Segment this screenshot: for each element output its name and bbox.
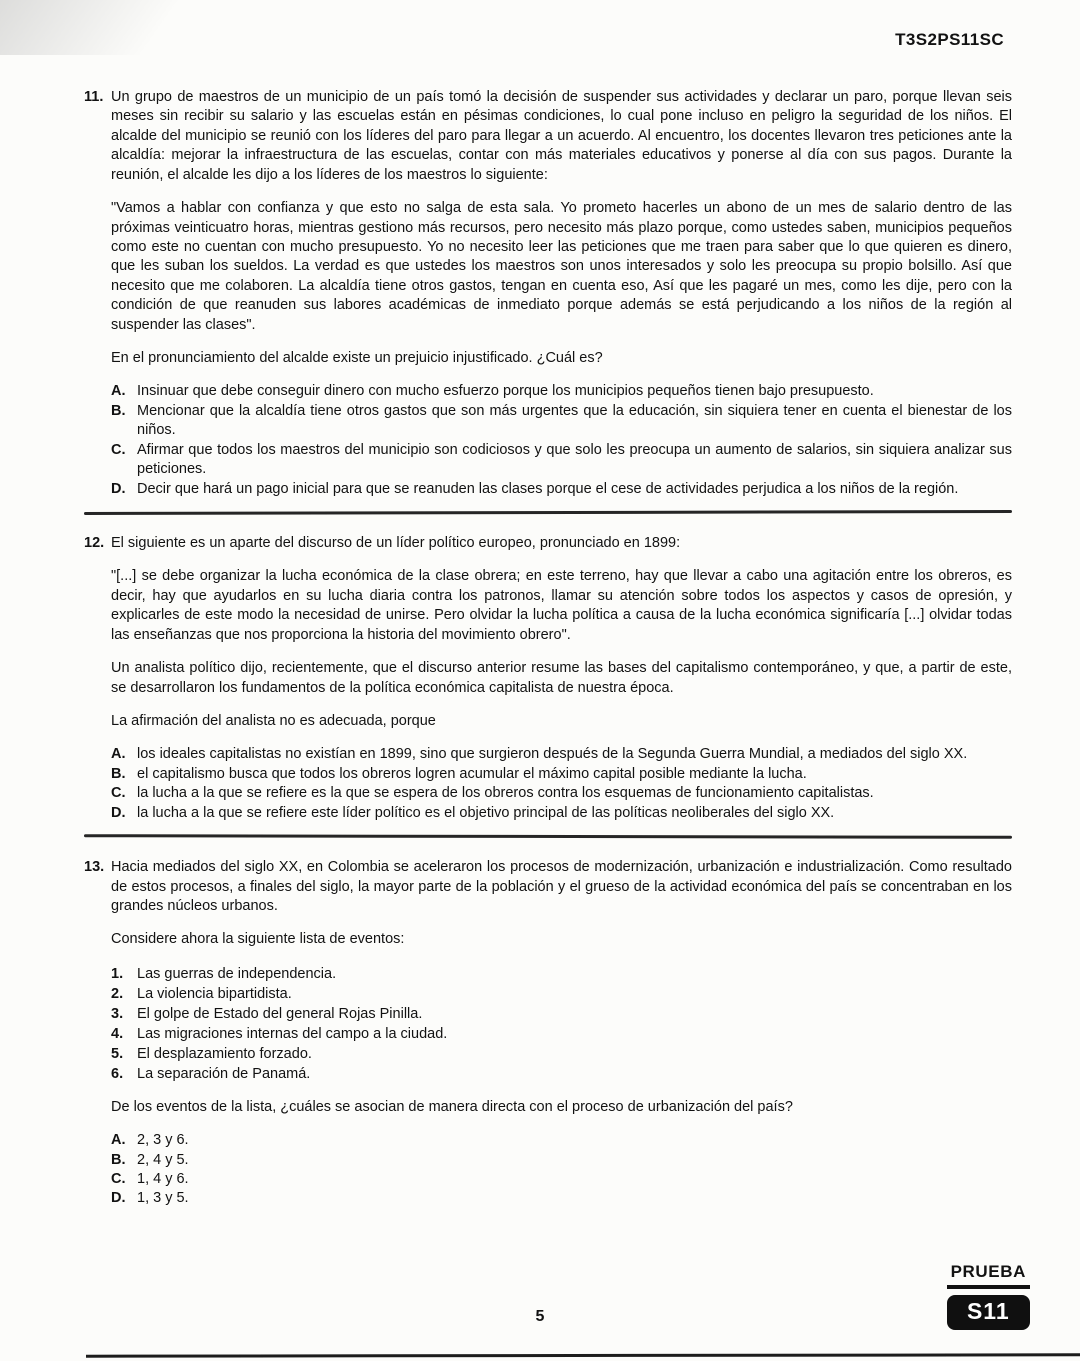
question-prompt: En el pronunciamiento del alcalde existe un prejuicio injustificado. ¿Cuál es? bbox=[111, 350, 603, 367]
analysis-paragraph: Un analista político dijo, recientemente, que el discurso anterior resume las bases del capitalismo contemporáneo, y que, a partir de este, se desarrollaron los fundamentos de la política económica capitalista de nuestra época. bbox=[111, 660, 1012, 696]
list-item bbox=[111, 1044, 1012, 1064]
list-text: El desplazamiento forzado. bbox=[137, 1045, 312, 1062]
form-code: T3S2PS11SC bbox=[895, 30, 1004, 49]
prueba-label: PRUEBA bbox=[947, 1262, 1030, 1289]
s11-badge: S11 bbox=[947, 1295, 1030, 1330]
list-text: La separación de Panamá. bbox=[137, 1065, 311, 1082]
list-text: La violencia bipartidista. bbox=[137, 985, 292, 1002]
option-text: la lucha a la que se refiere es la que se espera de los obreros contra los esquemas de funcionamiento capitalistas. bbox=[137, 785, 874, 802]
option-label: B. bbox=[111, 1151, 126, 1168]
question-intro: El siguiente es un aparte del discurso de un líder político europeo, pronunciado en 1899: bbox=[111, 535, 681, 552]
option-text: Decir que hará un pago inicial para que se reanuden las clases porque el cese de actividades perjudica a los niños de la región. bbox=[137, 480, 959, 497]
option-label: A. bbox=[111, 1132, 126, 1149]
question-intro: Un grupo de maestros de un municipio de un país tomó la decisión de suspender sus actividades y declarar un paro, porque llevan seis meses sin recibir su salario y las escuelas están en pésimas condiciones, lo cual pone incluso en peligro la seguridad de los niños. El alcalde del municipio se reunió con los líderes del paro para llegar a un acuerdo. Al encuentro, los docentes llevaron tres peticiones ante la alcaldía: mejorar la infraestructura de las escuelas, contar con más materiales educativos y ponerse al día con sus pagos. Durante la reunión, el alcalde les dijo a los líderes de los maestros lo siguiente: bbox=[111, 89, 1012, 183]
scan-shadow-artifact bbox=[0, 0, 240, 55]
option-text: Insinuar que debe conseguir dinero con mucho esfuerzo porque los municipios pequeños tienen bajo presupuesto. bbox=[137, 383, 874, 400]
list-number: 2. bbox=[111, 985, 124, 1002]
option-text: los ideales capitalistas no existían en 1899, sino que surgieron después de la Segunda Guerra Mundial, a mediados del siglo XX. bbox=[137, 746, 968, 763]
options-list bbox=[111, 1131, 1012, 1209]
option-a bbox=[111, 1131, 1012, 1150]
list-text: Las migraciones internas del campo a la ciudad. bbox=[137, 1025, 448, 1042]
option-a bbox=[111, 382, 1012, 401]
option-label: B. bbox=[111, 765, 126, 782]
option-text: 1, 3 y 5. bbox=[137, 1190, 189, 1207]
section-divider bbox=[84, 834, 1012, 839]
option-c bbox=[111, 441, 1012, 480]
list-text: El golpe de Estado del general Rojas Pinilla. bbox=[137, 1005, 423, 1022]
question-prompt: De los eventos de la lista, ¿cuáles se asocian de manera directa con el proceso de urbanización del país? bbox=[111, 1098, 793, 1115]
option-text: Afirmar que todos los maestros del municipio son codiciosos y que solo les preocupa un aumento de salarios, sin siquiera analizar sus peticiones. bbox=[137, 441, 1012, 478]
option-a bbox=[111, 745, 1012, 764]
option-label: D. bbox=[111, 1190, 126, 1207]
question-11 bbox=[84, 88, 1012, 499]
section-divider bbox=[84, 510, 1012, 515]
page-content bbox=[84, 88, 1012, 1209]
list-item bbox=[111, 1024, 1012, 1044]
quote-paragraph: "[...] se debe organizar la lucha económica de la clase obrera; en este terreno, hay que llevar a cabo una agitación entre los obreros, es decir, hay que ayudarlos en su lucha diaria contra los patronos, llamar su atención sobre todos los aspectos y casos de opresión, y explicarles de este modo la necesidad de unirse. Pero olvidar la lucha política a causa de la lucha económica significaría [...] olvidar todas las enseñanzas que nos proporciona la historia del movimiento obrero". bbox=[111, 568, 1012, 643]
list-item bbox=[111, 964, 1012, 984]
option-text: 2, 3 y 6. bbox=[137, 1132, 189, 1149]
option-d bbox=[111, 1189, 1012, 1208]
option-text: 2, 4 y 5. bbox=[137, 1151, 189, 1168]
event-list bbox=[111, 964, 1012, 1084]
list-intro: Considere ahora la siguiente lista de eventos: bbox=[111, 931, 405, 948]
list-item bbox=[111, 1004, 1012, 1024]
scan-edge-artifact bbox=[86, 1353, 1080, 1357]
question-prompt: La afirmación del analista no es adecuada, porque bbox=[111, 712, 436, 729]
list-number: 3. bbox=[111, 1005, 124, 1022]
options-list bbox=[111, 745, 1012, 823]
option-d bbox=[111, 804, 1012, 823]
option-b bbox=[111, 1151, 1012, 1170]
question-intro: Hacia mediados del siglo XX, en Colombia se aceleraron los procesos de modernización, urbanización e industrialización. Como resultado de estos procesos, a finales del siglo, la mayor parte de la población y el grueso de la actividad económica del país se concentraban en los grandes núcleos urbanos. bbox=[111, 859, 1012, 914]
list-number: 5. bbox=[111, 1045, 124, 1062]
quote-paragraph: "Vamos a hablar con confianza y que esto no salga de esta sala. Yo prometo hacerles un abono de un mes de salario dentro de las próximas veinticuatro horas, mientras gestiono más recursos, pero necesito más plazo porque, como ustedes saben, municipios pequeños como este no cuentan con mucho presupuesto. Yo no necesito leer las peticiones que me traen para saber que lo que quieren es dinero, que les suban los sueldos. La verdad es que ustedes los maestros son unos interesados y solo les preocupa su propio bolsillo. Así que necesito que me colaboren. La alcaldía tiene otros gastos, tengan en cuenta eso, Así que les pagaré un mes, como les dije, pero con la condición de que reanuden sus labores académicas de inmediato porque además se está perjudicando a los niños de la región al suspender las clases". bbox=[111, 200, 1012, 333]
page-number: 5 bbox=[535, 1308, 545, 1325]
option-text: Mencionar que la alcaldía tiene otros gastos que son más urgentes que la educación, sin siquiera tener en cuenta el bienestar de los niños. bbox=[137, 402, 1012, 439]
question-number: 11. bbox=[84, 89, 104, 105]
option-label: A. bbox=[111, 746, 126, 763]
list-text: Las guerras de independencia. bbox=[137, 965, 337, 982]
option-c bbox=[111, 784, 1012, 803]
question-number: 13. bbox=[84, 859, 105, 876]
option-label: C. bbox=[111, 1171, 126, 1188]
question-12 bbox=[84, 534, 1012, 823]
option-label: C. bbox=[111, 441, 126, 458]
list-number: 4. bbox=[111, 1025, 124, 1042]
option-c bbox=[111, 1170, 1012, 1189]
option-label: C. bbox=[111, 785, 126, 802]
option-label: B. bbox=[111, 402, 126, 419]
list-number: 6. bbox=[111, 1065, 124, 1082]
option-label: D. bbox=[111, 480, 126, 497]
prueba-block bbox=[947, 1262, 1030, 1330]
list-item bbox=[111, 1064, 1012, 1084]
option-text: 1, 4 y 6. bbox=[137, 1171, 189, 1188]
option-d bbox=[111, 480, 1012, 499]
option-label: A. bbox=[111, 383, 126, 400]
list-number: 1. bbox=[111, 965, 124, 982]
list-item bbox=[111, 984, 1012, 1004]
question-number: 12. bbox=[84, 535, 105, 552]
question-13 bbox=[84, 858, 1012, 1209]
options-list bbox=[111, 382, 1012, 499]
option-b bbox=[111, 402, 1012, 441]
option-text: la lucha a la que se refiere este líder político es el objetivo principal de las políticas neoliberales del siglo XX. bbox=[137, 804, 835, 821]
option-b bbox=[111, 765, 1012, 784]
option-label: D. bbox=[111, 804, 126, 821]
option-text: el capitalismo busca que todos los obreros logren acumular el máximo capital posible mediante la lucha. bbox=[137, 765, 807, 782]
